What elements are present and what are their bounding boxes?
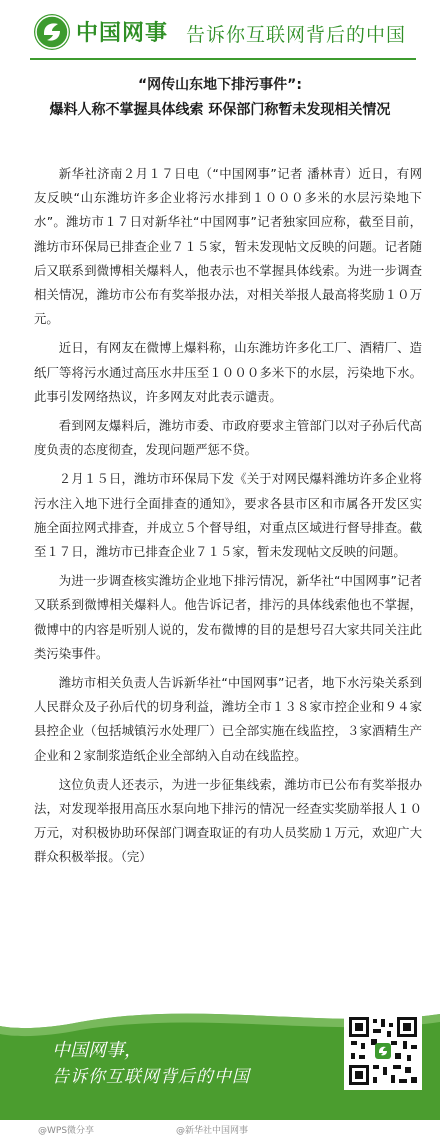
article-headline [0, 74, 440, 122]
banner-line-1: 中国网事， [52, 1040, 142, 1061]
paragraph: 潍坊市相关负责人告诉新华社“中国网事”记者，地下水污染关系到人民群众及子孙后代的切身利益，潍坊全市１３８家市控企业和９４家县控企业（包括城镇污水处理厂）已全部实施在线监控，３家酒精生产企业和２家制浆造纸企业全部纳入自动在线监控。 [34, 675, 422, 763]
paragraph: ２月１５日，潍坊市环保局下发《关于对网民爆料潍坊许多企业将污水注入地下进行全面排查的通知》，要求各县市区和市属各开发区实施全面拉网式排查，并成立５个督导组，对重点区域进行督导排查。截至１７日，潍坊市已排查企业７１５家，暂未发现帖文反映的问题。 [34, 471, 422, 560]
headline-line-2: 爆料人称不掌握具体线索 环保部门称暂未发现相关情况 [49, 102, 391, 118]
headline-line-1: “网传山东地下排污事件”: [137, 77, 302, 93]
banner-slogan [52, 1038, 250, 1090]
brand-name: 中国网事 [76, 21, 169, 46]
wps-share-watermark: @WPS微分享 [38, 1126, 95, 1136]
paragraph: 看到网友爆料后，潍坊市委、市政府要求主管部门以对子孙后代高度负责的态度彻查，发现问题严惩不贷。 [34, 418, 422, 458]
banner-line-2: 告诉你互联网背后的中国 [52, 1067, 250, 1087]
article-body [34, 162, 422, 875]
paragraph: 近日，有网友在微博上爆料称，山东潍坊许多化工厂、酒精厂、造纸厂等将污水通过高压水井压至１０００多米下的水层，污染地下水。此事引发网络热议，许多网友对此表示谴责。 [34, 340, 422, 404]
promo-banner [0, 1000, 440, 1120]
qr-code-icon [344, 1012, 422, 1090]
paragraph: 新华社济南２月１７日电（“中国网事”记者 潘林青）近日，有网友反映“山东潍坊许多企业将污水排到１０００多米的水层污染地下水”。潍坊市１７日对新华社“中国网事”记者独家回应称，截至目前，潍坊市环保局已排查企业７１５家，暂未发现帖文反映的问题。记者随后又联系到微博相关爆料人，他表示也不掌握具体线索。为进一步调查相关情况，潍坊市公布有奖举报办法，对相关举报人最高将奖励１０万元。 [34, 166, 422, 327]
footer-watermark [0, 1120, 440, 1138]
leaf-e-logo-icon [34, 14, 70, 50]
header-slogan: 告诉你互联网背后的中国 [186, 24, 407, 46]
weibo-account-watermark: @新华社中国网事 [176, 1126, 249, 1136]
header-divider [30, 58, 416, 60]
header-bar [0, 0, 440, 62]
paragraph: 这位负责人还表示，为进一步征集线索，潍坊市已公布有奖举报办法，对发现举报用高压水泵向地下排污的情况一经查实奖励举报人１０万元，对积极协助环保部门调查取证的有功人员奖励１万元，欢迎广大群众积极举报。（完） [34, 776, 422, 865]
paragraph: 为进一步调查核实潍坊企业地下排污情况，新华社“中国网事”记者又联系到微博相关爆料人。他告诉记者，排污的具体线索他也不掌握，微博中的内容是听别人说的，发布微博的目的是想号召大家共同关注此类污染事件。 [34, 573, 422, 661]
